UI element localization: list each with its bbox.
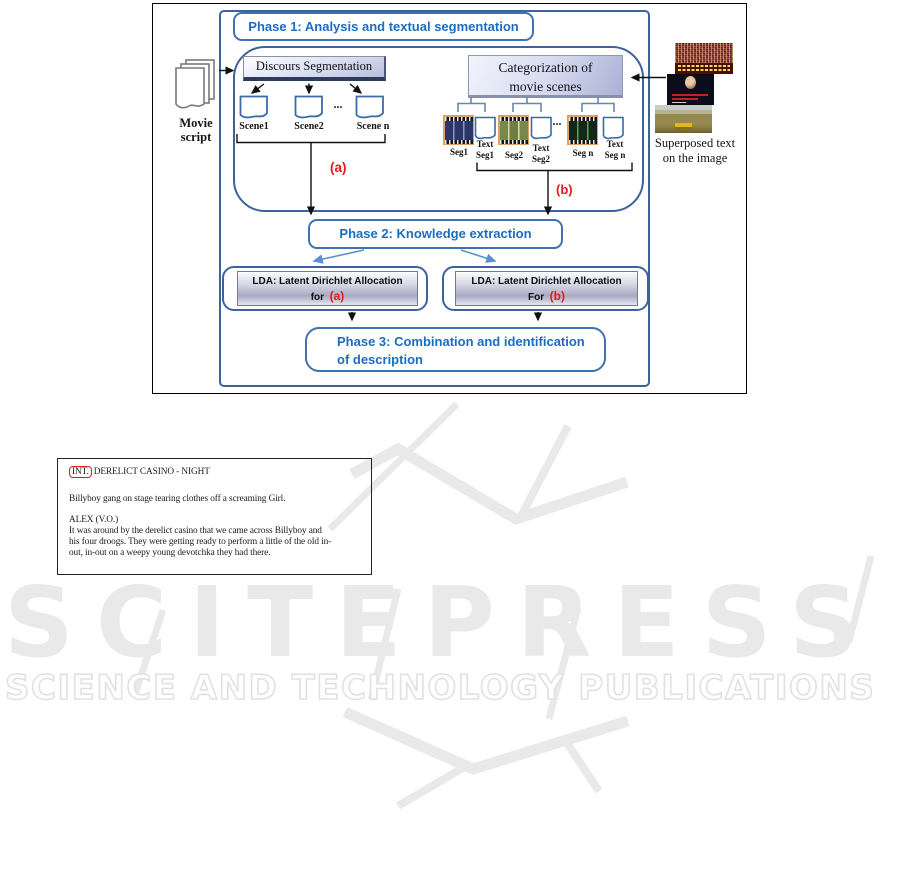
scene-n-label: Scene n	[356, 121, 390, 132]
text-seg1-label: Text Seg1	[476, 139, 494, 160]
text-seg2-label: Text Seg2	[532, 143, 550, 164]
arrow-discours-to-scene-n	[350, 84, 361, 93]
segs-group-bracket	[477, 163, 632, 171]
annotation-a-label: (a)	[330, 160, 347, 175]
character-cue: ALEX (V.O.)	[69, 515, 119, 525]
seg-n-label: Seg n	[572, 148, 594, 158]
scenes-ellipsis: ...	[333, 97, 343, 111]
superposed-text-caption: Superposed text on the image	[654, 136, 736, 165]
text-seg-n-label: Text Seg n	[604, 139, 626, 160]
face-image-thumbnail	[667, 74, 714, 105]
script-excerpt-box	[57, 458, 372, 575]
annotation-b-label: (b)	[556, 182, 573, 197]
scene1-label: Scene1	[239, 121, 269, 132]
discours-segmentation-box: Discours Segmentation	[243, 56, 386, 81]
scene2-label: Scene2	[294, 121, 324, 132]
phase2-title-box: Phase 2: Knowledge extraction	[308, 219, 563, 249]
crowd-image-thumbnail	[675, 43, 733, 74]
watermark-subtitle: SCIENCE AND TECHNOLOGY PUBLICATIONS	[5, 668, 876, 708]
categorization-line2: movie scenes	[509, 79, 582, 94]
segs-ellipsis: ...	[552, 114, 562, 128]
landscape-text-chip	[675, 123, 692, 129]
seg-pair-bracket-2	[513, 104, 541, 113]
phase3-line2: of description	[337, 352, 423, 367]
phase1-title-box: Phase 1: Analysis and textual segmentation	[233, 12, 534, 41]
seg1-label: Seg1	[450, 147, 468, 157]
face-graphic	[685, 76, 696, 89]
seg-pair-bracket-3	[582, 104, 614, 113]
crowd-text-band	[675, 63, 733, 74]
phase3-line1: Phase 3: Combination and identification	[337, 334, 585, 349]
dialogue-line-1: It was around by the derelict casino that we came across Billyboy and	[69, 526, 322, 536]
action-line: Billyboy gang on stage tearing clothes off a screaming Girl.	[69, 494, 286, 504]
lda-right-line2: For (b)	[528, 289, 565, 303]
dialogue-line-2: his four droogs. They were getting ready to perform a little of the old in-	[69, 537, 332, 547]
arrow-discours-to-scene1	[252, 84, 264, 93]
landscape-image-thumbnail	[655, 105, 712, 133]
dialogue-line-3: out, in-out on a weepy young devotchka they had there.	[69, 548, 271, 558]
lda-left-line1: LDA: Latent Dirichlet Allocation	[252, 276, 403, 287]
int-highlight-box: INT.	[69, 466, 92, 478]
watermark-title: SCITEPRESS	[4, 566, 881, 679]
lda-right-line1: LDA: Latent Dirichlet Allocation	[471, 276, 622, 287]
seg2-label: Seg2	[505, 150, 523, 160]
arrow-phase2-to-lda-left	[314, 250, 364, 261]
movie-script-label: Movie script	[179, 116, 213, 144]
categorization-line1: Categorization of	[498, 60, 593, 75]
seg-pair-bracket-1	[458, 104, 485, 113]
lda-left-line2: for (a)	[310, 289, 345, 303]
arrow-phase2-to-lda-right	[461, 250, 495, 261]
scene-heading: INT. DERELICT CASINO - NIGHT	[69, 466, 210, 478]
scenes-group-bracket	[237, 134, 385, 143]
